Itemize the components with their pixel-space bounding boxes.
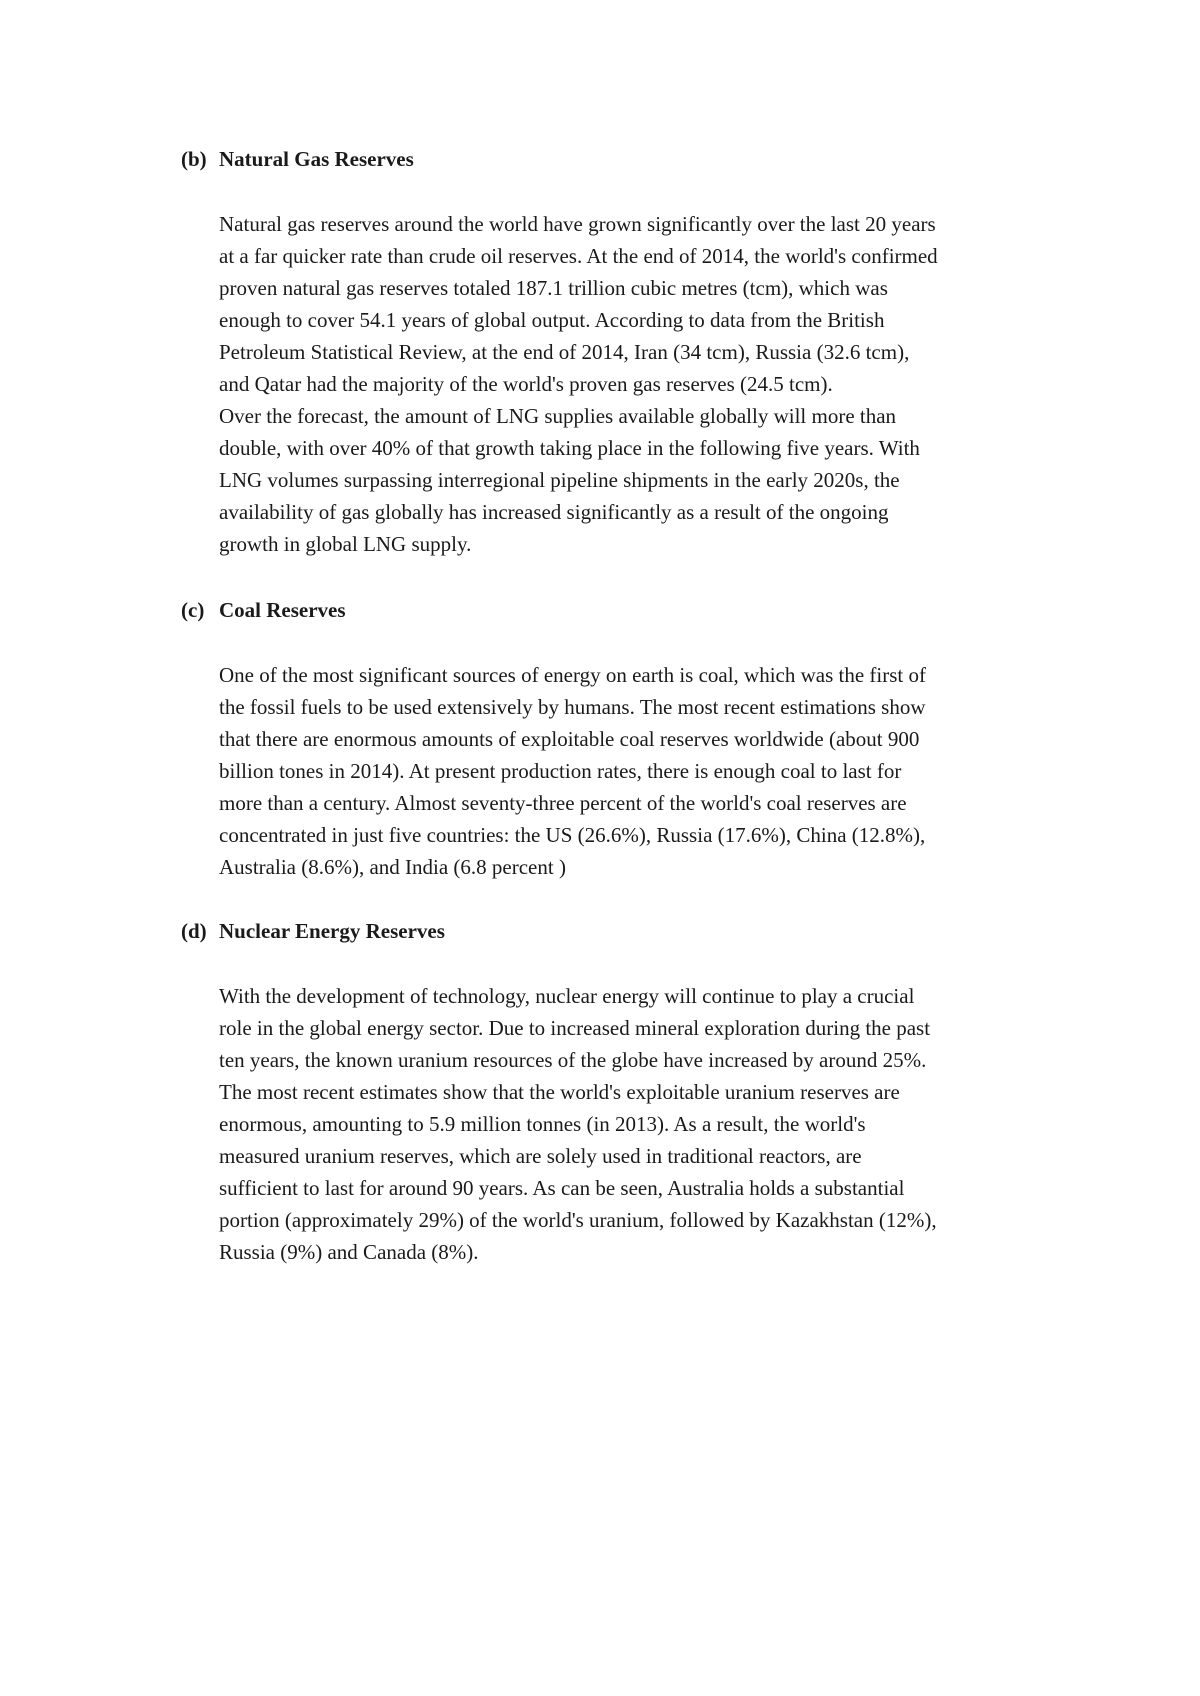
- section-title: Nuclear Energy Reserves: [219, 919, 445, 943]
- text-line: Russia (9%) and Canada (8%).: [219, 1240, 479, 1264]
- section-title: Natural Gas Reserves: [219, 147, 414, 171]
- text-line: The most recent estimates show that the world's exploitable uranium reserves are: [219, 1080, 900, 1104]
- section-label: (c): [181, 598, 205, 622]
- text-line: growth in global LNG supply.: [219, 532, 472, 556]
- text-line: enough to cover 54.1 years of global output. According to data from the British: [219, 308, 885, 332]
- text-line: role in the global energy sector. Due to increased mineral exploration during the past: [219, 1016, 931, 1040]
- section-heading-nuclear: [181, 917, 445, 945]
- text-line: double, with over 40% of that growth taking place in the following five years. With: [219, 436, 920, 460]
- section-title: Coal Reserves: [219, 598, 346, 622]
- text-line: proven natural gas reserves totaled 187.1 trillion cubic metres (tcm), which was: [219, 276, 888, 300]
- text-line: billion tones in 2014). At present production rates, there is enough coal to last for: [219, 759, 902, 783]
- text-line: measured uranium reserves, which are solely used in traditional reactors, are: [219, 1144, 862, 1168]
- text-line: LNG volumes surpassing interregional pipeline shipments in the early 2020s, the: [219, 468, 900, 492]
- section-heading-coal: [181, 596, 346, 624]
- text-line: and Qatar had the majority of the world's proven gas reserves (24.5 tcm).: [219, 372, 833, 396]
- text-line: enormous, amounting to 5.9 million tonnes (in 2013). As a result, the world's: [219, 1112, 866, 1136]
- section-heading-natural-gas: [181, 145, 414, 173]
- paragraph-natural-gas: [219, 208, 1069, 560]
- text-line: Natural gas reserves around the world have grown significantly over the last 20 years: [219, 212, 936, 236]
- text-line: ten years, the known uranium resources of the globe have increased by around 25%.: [219, 1048, 927, 1072]
- text-line: Australia (8.6%), and India (6.8 percent ): [219, 855, 566, 879]
- text-line: With the development of technology, nuclear energy will continue to play a crucial: [219, 984, 915, 1008]
- section-label: (b): [181, 147, 207, 171]
- text-line: more than a century. Almost seventy-three percent of the world's coal reserves are: [219, 791, 907, 815]
- text-line: sufficient to last for around 90 years. As can be seen, Australia holds a substantial: [219, 1176, 905, 1200]
- text-line: at a far quicker rate than crude oil reserves. At the end of 2014, the world's confirmed: [219, 244, 938, 268]
- text-line: availability of gas globally has increased significantly as a result of the ongoing: [219, 500, 889, 524]
- text-line: that there are enormous amounts of exploitable coal reserves worldwide (about 900: [219, 727, 920, 751]
- paragraph-nuclear: [219, 980, 1069, 1268]
- text-line: One of the most significant sources of energy on earth is coal, which was the first of: [219, 663, 927, 687]
- text-line: Over the forecast, the amount of LNG supplies available globally will more than: [219, 404, 897, 428]
- paragraph-coal: [219, 659, 1069, 883]
- text-line: portion (approximately 29%) of the world's uranium, followed by Kazakhstan (12%),: [219, 1208, 937, 1232]
- section-label: (d): [181, 919, 207, 943]
- text-line: the fossil fuels to be used extensively by humans. The most recent estimations show: [219, 695, 926, 719]
- text-line: Petroleum Statistical Review, at the end of 2014, Iran (34 tcm), Russia (32.6 tcm),: [219, 340, 910, 364]
- text-line: concentrated in just five countries: the US (26.6%), Russia (17.6%), China (12.8%),: [219, 823, 926, 847]
